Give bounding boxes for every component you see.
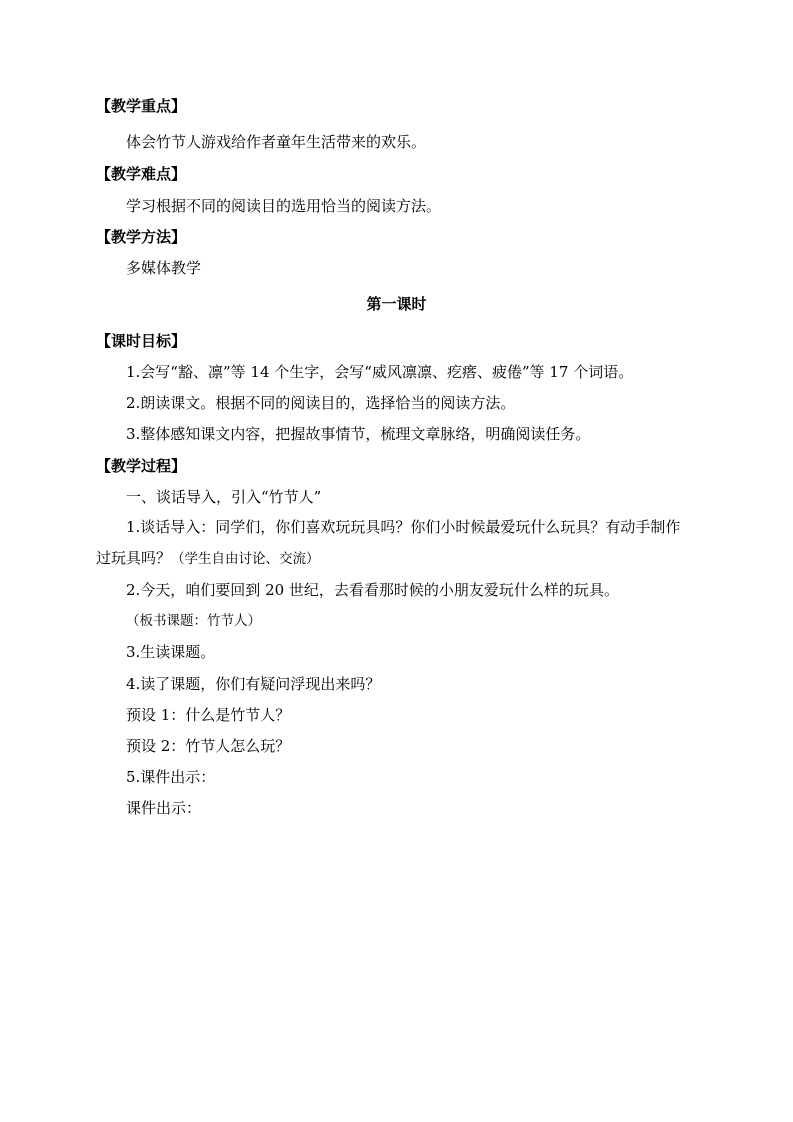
goal-item: 3.整体感知课文内容，把握故事情节，梳理文章脉络，明确阅读任务。: [126, 425, 591, 443]
preset-item: 预设 1：什么是竹节人？: [126, 706, 291, 724]
difficulty-heading: 【教学难点】: [96, 165, 187, 183]
process-item: 1.谈话导入：同学们，你们喜欢玩玩具吗？你们小时候最爱玩什么玩具？有动手制作: [126, 518, 681, 536]
process-item: 2.今天，咱们要回到 20 世纪，去看看那时候的小朋友爱玩什么样的玩具。: [126, 581, 619, 599]
method-heading: 【教学方法】: [96, 228, 187, 246]
method-text: 多媒体教学: [126, 259, 202, 277]
key-points-text: 体会竹节人游戏给作者童年生活带来的欢乐。: [126, 133, 427, 151]
process-step-title: 一、谈话导入，引入“竹节人”: [126, 488, 322, 506]
board-note: （板书课题：竹节人）: [126, 613, 261, 629]
preset-item: 预设 2：竹节人怎么玩？: [126, 737, 291, 755]
goals-heading: 【课时目标】: [96, 332, 187, 350]
lesson-title: 第一课时: [366, 295, 427, 313]
goal-item: 1.会写“豁、凛”等 14 个生字，会写“威风凛凛、疙瘩、疲倦”等 17 个词语。: [126, 363, 634, 381]
process-item: 4.读了课题，你们有疑问浮现出来吗？: [126, 675, 381, 693]
process-item-text: 过玩具吗？: [96, 549, 172, 567]
courseware-line: 课件出示：: [126, 799, 202, 817]
process-item: 3.生读课题。: [126, 643, 216, 661]
goal-item: 2.朗读课文。根据不同的阅读目的，选择恰当的阅读方法。: [126, 394, 516, 412]
process-item: 5.课件出示：: [126, 768, 216, 786]
key-points-heading: 【教学重点】: [96, 97, 187, 115]
process-item-continuation: [96, 548, 320, 569]
difficulty-text: 学习根据不同的阅读目的选用恰当的阅读方法。: [126, 197, 442, 215]
process-heading: 【教学过程】: [96, 457, 187, 475]
process-item-note: （学生自由讨论、交流）: [171, 551, 320, 567]
